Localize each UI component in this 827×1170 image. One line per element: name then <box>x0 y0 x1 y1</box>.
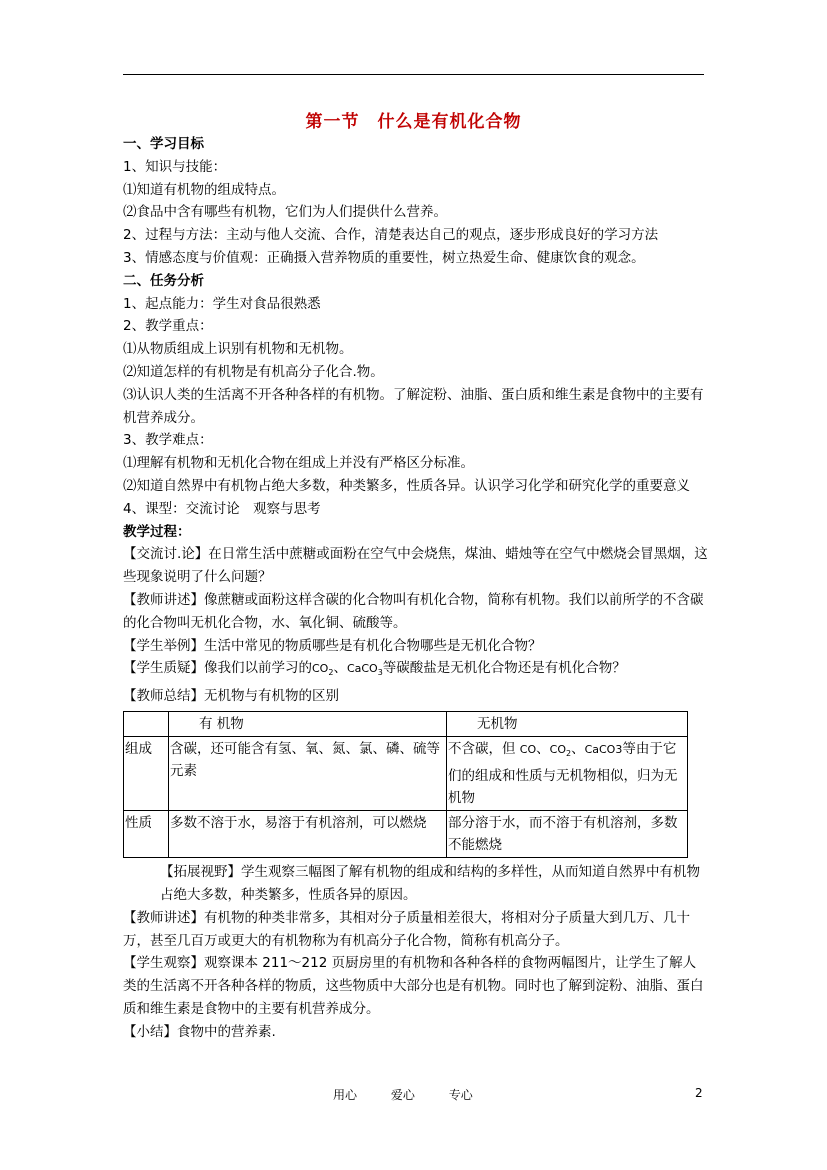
s1-heading: 一、学习目标 <box>123 136 204 152</box>
question-suffix: 等碳酸盐是无机化合物还是有机化合物？ <box>382 660 626 677</box>
s2-item: ⑶认识人类的生活离不开各种各样的有机物。了解淀粉、油脂、蛋白质和维生素是食物中的主要有机营养成分。 <box>123 386 704 426</box>
question-separator: 、 <box>333 660 347 677</box>
header-rule <box>123 74 704 75</box>
s2-item: 2、教学重点： <box>123 318 213 335</box>
summary-label: 【教师总结】无机物与有机物的区别 <box>123 688 339 705</box>
s1-item: 3、情感态度与价值观：正确摄入营养物质的重要性，树立热爱生命、健康饮食的观念。 <box>123 249 645 266</box>
s1-item: ⑵食品中含有哪些有机物，它们为人们提供什么营养。 <box>123 204 447 221</box>
s2-item: 3、教学难点： <box>123 432 213 449</box>
after-item: 【小结】食物中的营养素. <box>123 1023 276 1040</box>
s2-item: 1、起点能力：学生对食品很熟悉 <box>123 295 321 312</box>
process-item: 【学生举例】生活中常见的物质哪些是有机化合物哪些是无机化合物？ <box>123 637 542 654</box>
row-label-composition: 组成 <box>124 737 169 811</box>
page-number: 2 <box>695 1086 703 1100</box>
formula-co2: $CO_2$ <box>312 662 334 678</box>
table-header-row <box>124 712 688 737</box>
footer-word: 用心 <box>333 1088 358 1102</box>
s2-item: ⑴理解有机物和无机化合物在组成上并没有严格区分标准。 <box>123 455 474 472</box>
s1-item: ⑴知道有机物的组成特点。 <box>123 181 285 198</box>
after-item: 【拓展视野】学生观察三幅图了解有机物的组成和结构的多样性，从而知道自然界中有机物占绝大多数，种类繁多，性质各异的原因。 <box>160 864 700 904</box>
table-row <box>124 737 688 811</box>
document-body <box>123 133 708 1044</box>
table-header-organic: 有 机物 <box>169 712 447 737</box>
row-label-properties: 性质 <box>124 811 169 858</box>
cell-organic-composition: 含碳，还可能含有氢、氧、氮、氯、磷、硫等元素 <box>169 737 447 811</box>
process-item: 【交流讨.论】在日常生活中蔗糖或面粉在空气中会烧焦，煤油、蜡烛等在空气中燃烧会冒黑烟，这些现象说明了什么问题？ <box>123 546 708 586</box>
question-prefix: 【学生质疑】像我们以前学习的 <box>123 660 312 677</box>
formula-caco3: CaCO$_3$ <box>346 662 383 678</box>
s2-item: ⑵知道自然界中有机物占绝大多数，种类繁多，性质各异。认识学习化学和研究化学的重要意义 <box>123 477 690 494</box>
s2-item: ⑴从物质组成上识别有机物和无机物。 <box>123 341 353 358</box>
process-item: 【教师讲述】像蔗糖或面粉这样含碳的化合物叫有机化合物，简称有机物。我们以前所学的不含碳的化合物叫无机化合物，水、氧化铜、硫酸等。 <box>123 591 704 631</box>
comparison-table <box>123 711 688 858</box>
s2-item: 4、课型：交流讨论 观察与思考 <box>123 500 321 517</box>
process-heading: 教学过程： <box>123 523 191 540</box>
footer-word: 爱心 <box>390 1088 415 1102</box>
s2-heading: 二、任务分析 <box>123 272 204 289</box>
table-header-inorganic: 无机物 <box>447 712 688 737</box>
s1-item: 2、过程与方法：主动与他人交流、合作，清楚表达自己的观点，逐步形成良好的学习方法 <box>123 227 659 244</box>
after-item: 【教师讲述】有机物的种类非常多，其相对分子质量相差很大，将相对分子质量大到几万、几十万，甚至几百万或更大的有机物称为有机高分子化合物，简称有机高分子。 <box>123 909 690 949</box>
table-header-cell <box>124 712 169 737</box>
cell-organic-properties: 多数不溶于水，易溶于有机溶剂，可以燃烧 <box>169 811 447 858</box>
footer-word: 专心 <box>448 1088 473 1102</box>
section-title: 第一节 什么是有机化合物 <box>305 112 522 132</box>
cell-inorganic-properties: 部分溶于水，而不溶于有机溶剂，多数不能燃烧 <box>447 811 688 858</box>
table-row <box>124 811 688 858</box>
cell-inorganic-composition: 不含碳，但 CO、$CO_2$、CaCO3等由于它们的组成和性质与无机物相似，归为无机物 <box>447 737 688 811</box>
after-item: 【学生观察】观察课本 211～212 页厨房里的有机物和各种各样的食物两幅图片，让学生了解人类的生活离不开各种各样的物质，这些物质中大部分也是有机物。同时也了解到淀粉、油脂、蛋白质和维生素是食物中的主要有机营养成分。 <box>123 955 704 1018</box>
s2-item: ⑵知道怎样的有机物是有机高分子化合.物。 <box>123 363 384 380</box>
s1-item: 1、知识与技能： <box>123 158 227 175</box>
footer-motto <box>333 1086 503 1103</box>
student-question <box>123 657 708 685</box>
